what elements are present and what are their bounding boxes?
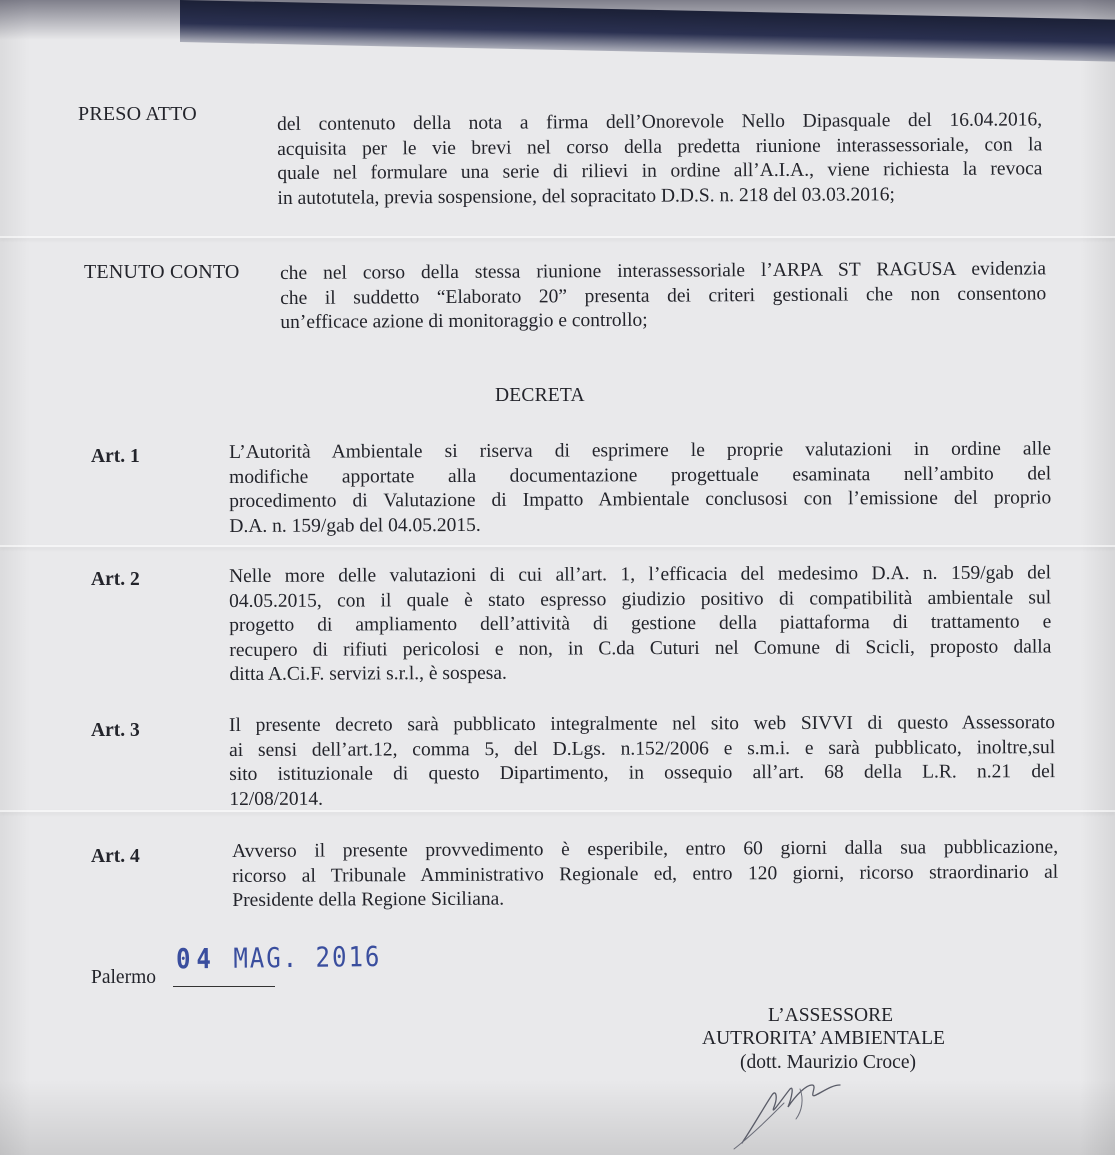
date-underline bbox=[173, 986, 275, 987]
text-line: un’efficace azione di monitoraggio e controllo; bbox=[280, 309, 648, 333]
place-name: Palermo bbox=[91, 967, 156, 988]
text-line: ditta A.Ci.F. servizi s.r.l., è sospesa. bbox=[229, 662, 507, 685]
article-text-2 bbox=[229, 561, 1052, 687]
preamble-label-tenuto-conto: TENUTO CONTO bbox=[84, 261, 240, 283]
text-line: L’Autorità Ambientale si riserva di esprimere le proprie valutazioni in ordine alle bbox=[229, 438, 1052, 463]
text-line: Il presente decreto sarà pubblicato integralmente nel sito web SIVVI di questo Assessorato bbox=[229, 712, 1056, 736]
text-line: sito istituzionale di questo Dipartimento, in ossequio all’art. 68 della L.R. n.21 del bbox=[229, 761, 1056, 785]
text-line: che il suddetto “Elaborato 20” presenta dei criteri gestionali che non consentono bbox=[280, 282, 1047, 309]
text-line: quale nel formulare una serie di rilievi in ordine all’A.I.A., viene richiesta la revoca bbox=[277, 158, 1043, 184]
signatory-title: L’ASSESSORE bbox=[768, 1005, 893, 1026]
article-label-3: Art. 3 bbox=[91, 720, 140, 741]
text-line: che nel corso della stessa riunione interassessoriale l’ARPA ST RAGUSA evidenzia bbox=[280, 258, 1047, 284]
text-line: acquisita per le vie brevi nel corso della predetta riunione interassessoriale, con la bbox=[277, 133, 1043, 160]
article-text-3 bbox=[229, 711, 1055, 812]
text-line: recupero di rifiuti pericolosi e non, in C.da Cuturi nel Comune di Scicli, proposto dalla bbox=[229, 635, 1052, 661]
text-line: modifiche apportate alla documentazione progettuale esaminata nell’ambito del bbox=[229, 462, 1052, 488]
article-label-2: Art. 2 bbox=[91, 569, 140, 590]
preamble-text-tenuto-conto bbox=[280, 257, 1046, 335]
text-line: ai sensi dell’art.12, comma 5, del D.Lgs. n.152/2006 e s.m.i. e sarà pubblicato, inoltre,sul bbox=[229, 736, 1056, 761]
text-line: Presidente della Regione Siciliana. bbox=[232, 888, 505, 911]
dark-background-edge bbox=[180, 0, 1115, 62]
text-line: ricorso al Tribunale Amministrativo Regionale ed, entro 120 giorni, ricorso straordinario al bbox=[232, 861, 1059, 887]
paper-fold-line bbox=[0, 236, 1115, 238]
text-line: procedimento di Valutazione di Impatto Ambientale conclusosi con l’emissione del proprio bbox=[229, 487, 1052, 512]
handwritten-signature bbox=[712, 1055, 872, 1150]
preamble-text-preso-atto bbox=[277, 108, 1043, 211]
article-text-1 bbox=[229, 437, 1051, 539]
decree-heading: DECRETA bbox=[495, 385, 585, 406]
signatory-role: AUTRORITA’ AMBIENTALE bbox=[702, 1028, 945, 1049]
text-line: 04.05.2015, con il quale è stato espresso giudizio positivo di compatibilità ambientale sul bbox=[229, 586, 1052, 612]
text-line: del contenuto della nota a firma dell’Onorevole Nello Dipasquale del 16.04.2016, bbox=[277, 109, 1043, 135]
text-line: 12/08/2014. bbox=[229, 788, 324, 810]
date-stamp bbox=[176, 941, 382, 976]
text-line: in autotutela, previa sospensione, del sopracitato D.D.S. n. 218 del 03.03.2016; bbox=[277, 183, 895, 209]
stamp-day: 04 bbox=[175, 942, 218, 976]
text-line: progetto di ampliamento dell’attività di gestione della piattaforma di trattamento e bbox=[229, 611, 1052, 636]
text-line: D.A. n. 159/gab del 04.05.2015. bbox=[229, 514, 481, 537]
paper-fold-line bbox=[0, 545, 1115, 547]
preamble-label-preso-atto: PRESO ATTO bbox=[78, 103, 197, 125]
signatory-name: (dott. Maurizio Croce) bbox=[740, 1052, 916, 1073]
text-line: Avverso il presente provvedimento è esperibile, entro 60 giorni dalla sua pubblicazione, bbox=[232, 836, 1059, 862]
article-label-1: Art. 1 bbox=[91, 446, 140, 467]
text-line: Nelle more delle valutazioni di cui all’art. 1, l’efficacia del medesimo D.A. n. 159/gab del bbox=[229, 562, 1052, 587]
article-text-4 bbox=[232, 836, 1058, 914]
stamp-month-year: MAG. 2016 bbox=[233, 940, 382, 975]
article-label-4: Art. 4 bbox=[91, 846, 140, 867]
